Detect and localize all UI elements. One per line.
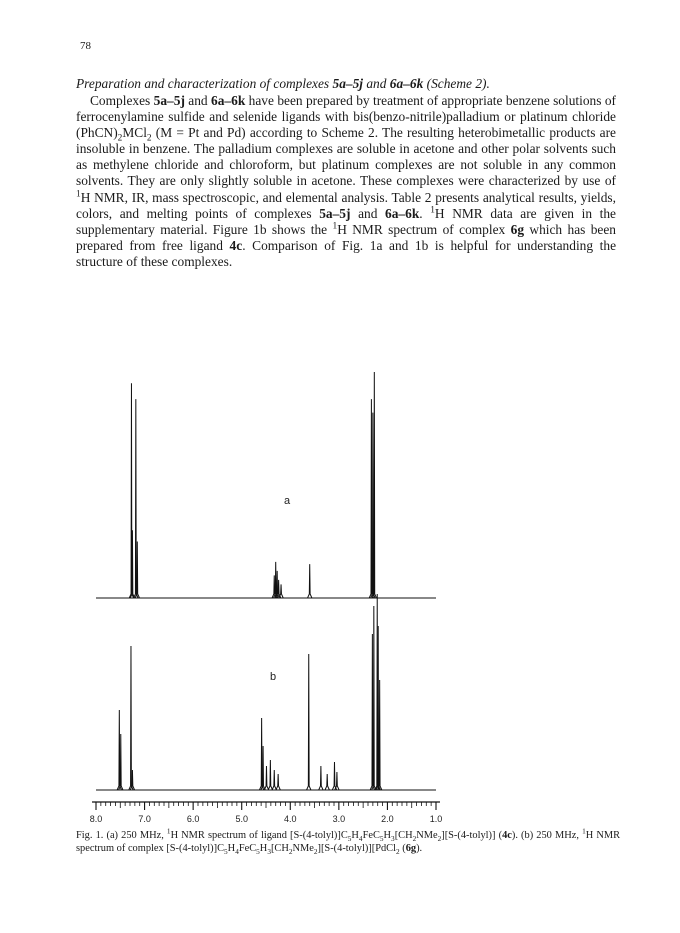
axis-tick-label: 7.0 bbox=[138, 814, 151, 824]
spectrum-b-label: b bbox=[270, 671, 277, 683]
axis-tick-label: 3.0 bbox=[332, 814, 346, 824]
section-heading: Preparation and characterization of complexes 5a–5j and 6a–6k (Scheme 2). bbox=[76, 76, 490, 91]
ppm-axis bbox=[90, 802, 443, 824]
nmr-peak bbox=[264, 766, 268, 790]
nmr-peak bbox=[268, 760, 272, 790]
compound-ref: 6g bbox=[405, 843, 417, 855]
nmr-peak bbox=[319, 766, 323, 790]
axis-tick-label: 2.0 bbox=[381, 814, 394, 824]
compound-ref: 6g bbox=[510, 221, 525, 237]
axis-tick-label: 5.0 bbox=[235, 814, 248, 824]
axis-tick-label: 8.0 bbox=[89, 814, 103, 824]
compound-ref: 6a–6k bbox=[211, 93, 246, 108]
compound-ref: 5a–5j bbox=[153, 93, 185, 108]
nmr-peak bbox=[129, 646, 133, 790]
figure-caption: Fig. 1. (a) 250 MHz, $^1$H NMR spectrum of ligand $[S-(4-tolyl)]C_5H_4FeC_5H_3[CH_2NMe_2][S-(4-tolyl)]$ (4c). (b) 250 MHz, $^1$H NMR spectrum of complex $[S-(4-tolyl)]C_5H_4FeC_5H_3[CH_2NMe_2][S-(4-tolyl)][PdCl_2$ (6g). bbox=[76, 827, 620, 857]
nmr-peak bbox=[308, 564, 312, 598]
axis-tick-label: 1.0 bbox=[429, 814, 443, 824]
spectrum-a bbox=[96, 372, 436, 598]
body-paragraph: Complexes 5a–5j and 6a–6k have been prepared by treatment of appropriate benzene solutions of ferrocenylamine sulfide and selenide ligands with bis(benzo-nitrile)palladium or platinum chloride $(PhCN)_2MCl_2$ (M = Pt and Pd) according to Scheme 2. The resulting heterobimetallic products are insoluble in benzene. The palladium complexes are soluble in acetone and other polar solvents such as methylene chloride and chloroform, but platinum complexes are not soluble in any common solvents. They are only slightly soluble in acetone. These complexes were characterized by use of $^1$H NMR, IR, mass spectroscopic, and elemental analysis. Table 2 presents analytical results, yields, colors, and melting points of complexes 5a–5j and 6a–6k. $^1$H NMR data are given in the supplementary material. Figure 1b shows the $^1$H NMR spectrum of complex 6g which has been prepared from free ligand 4c. Comparison of Fig. 1a and 1b is helpful for understanding the structure of these complexes. bbox=[76, 93, 617, 269]
nmr-peak bbox=[279, 584, 283, 598]
compound-ref: 6a–6k bbox=[389, 76, 424, 91]
spectrum-a-label: a bbox=[284, 495, 291, 507]
spectrum-b bbox=[96, 594, 436, 790]
nmr-peak bbox=[307, 654, 311, 790]
axis-tick-label: 4.0 bbox=[284, 814, 297, 824]
axis-tick-label: 6.0 bbox=[186, 814, 200, 824]
compound-ref: 4c bbox=[502, 830, 512, 841]
page-number: 78 bbox=[80, 40, 91, 52]
nmr-peak bbox=[325, 774, 329, 790]
compound-ref: 4c bbox=[229, 237, 243, 253]
nmr-peak bbox=[276, 774, 280, 790]
compound-ref: 6a–6k bbox=[385, 205, 420, 221]
nmr-peak bbox=[272, 770, 276, 790]
compound-ref: 5a–5j bbox=[332, 76, 364, 91]
compound-ref: 5a–5j bbox=[319, 205, 351, 221]
